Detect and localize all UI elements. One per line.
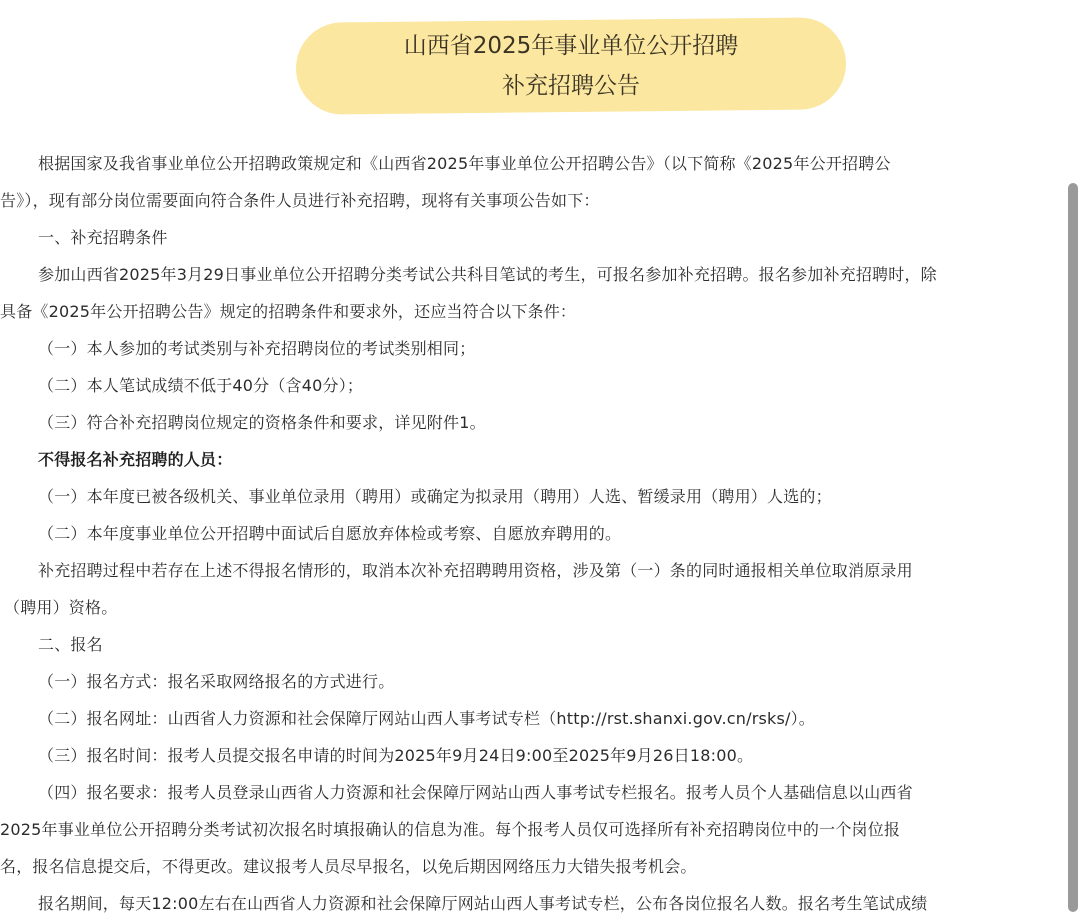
paragraph-line: （一）本人参加的考试类别与补充招聘岗位的考试类别相同； (38, 339, 476, 358)
paragraph-line: 具备《2025年公开招聘公告》规定的招聘条件和要求外，还应当符合以下条件： (0, 302, 577, 321)
paragraph-line: （四）报名要求：报考人员登录山西省人力资源和社会保障厅网站山西人事考试专栏报名。报考人员个人基础信息以山西省 (38, 783, 913, 802)
paragraph-line: （三）报名时间：报考人员提交报名申请的时间为2025年9月24日9:00至2025年9月26日18:00。 (38, 746, 754, 765)
scrollbar[interactable] (1068, 183, 1078, 912)
title-line-1: 山西省2025年事业单位公开招聘 (403, 33, 739, 59)
paragraph-line: 报名期间，每天12:00左右在山西省人力资源和社会保障厅网站山西人事考试专栏，公布各岗位报名人数。报名考生笔试成绩 (38, 894, 928, 913)
paragraph-line: （一）报名方式：报名采取网络报名的方式进行。 (38, 672, 395, 691)
title-line-2: 补充招聘公告 (502, 73, 640, 99)
paragraph-line: 根据国家及我省事业单位公开招聘政策规定和《山西省2025年事业单位公开招聘公告》（以下简称《2025年公开招聘公 (38, 154, 891, 173)
paragraph-line: （聘用）资格。 (4, 598, 118, 617)
paragraph-line: 2025年事业单位公开招聘分类考试初次报名时填报确认的信息为准。每个报考人员仅可选择所有补充招聘岗位中的一个岗位报 (0, 820, 901, 839)
paragraph-line: 一、补充招聘条件 (38, 228, 168, 247)
paragraph-line: 二、报名 (38, 635, 103, 654)
paragraph-line: 告》），现有部分岗位需要面向符合条件人员进行补充招聘，现将有关事项公告如下： (0, 191, 600, 210)
announcement-body (0, 145, 1066, 922)
paragraph-line: （一）本年度已被各级机关、事业单位录用（聘用）或确定为拟录用（聘用）人选、暂缓录用（聘用）人选的； (38, 487, 832, 506)
paragraph-line: （三）符合补充招聘岗位规定的资格条件和要求，详见附件1。 (38, 413, 486, 432)
paragraph-line: （二）报名网址：山西省人力资源和社会保障厅网站山西人事考试专栏（http://rst.shanxi.gov.cn/rsks/）。 (38, 709, 816, 728)
section-subheading: 不得报名补充招聘的人员： (38, 450, 233, 469)
paragraph-line: 参加山西省2025年3月29日事业单位公开招聘分类考试公共科目笔试的考生，可报名参加补充招聘。报名参加补充招聘时，除 (38, 265, 937, 284)
paragraph-line: （二）本人笔试成绩不低于40分（含40分）； (38, 376, 364, 395)
page-title (296, 26, 846, 106)
paragraph-line: 名，报名信息提交后，不得更改。建议报考人员尽早报名，以免后期因网络压力大错失报考机会。 (0, 857, 697, 876)
paragraph-line: 补充招聘过程中若存在上述不得报名情形的，取消本次补充招聘聘用资格，涉及第（一）条的同时通报相关单位取消原录用 (38, 561, 913, 580)
paragraph-line: （二）本年度事业单位公开招聘中面试后自愿放弃体检或考察、自愿放弃聘用的。 (38, 524, 622, 543)
